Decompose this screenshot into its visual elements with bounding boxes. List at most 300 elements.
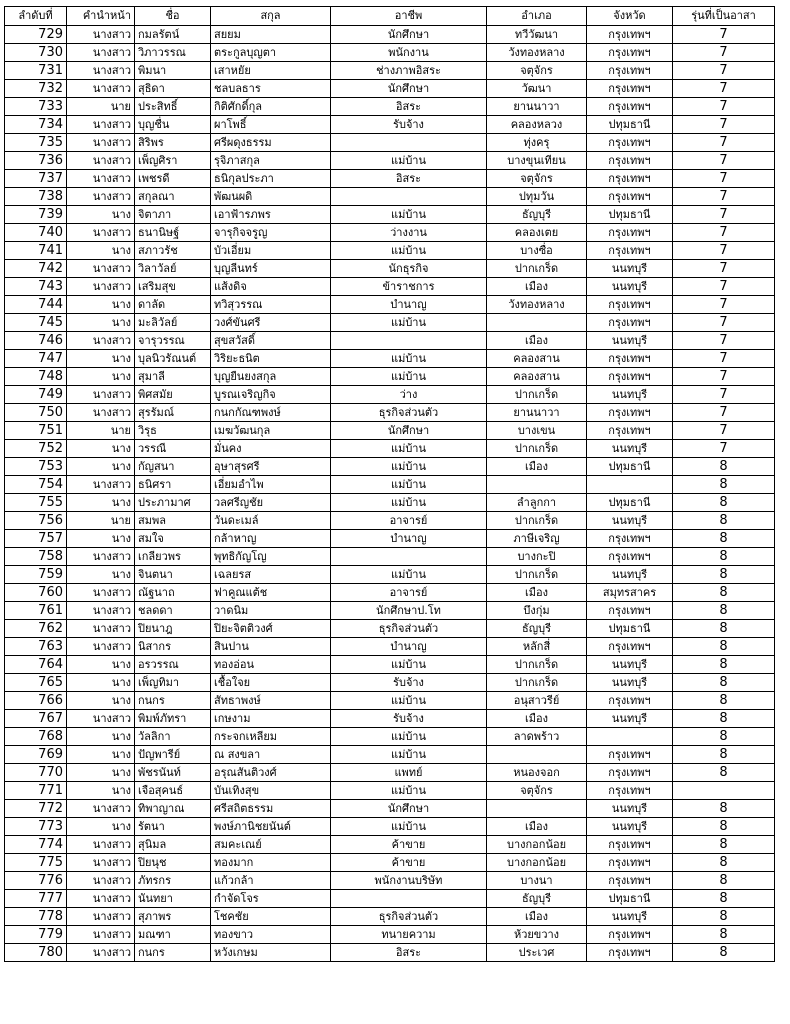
row-province: กรุงเทพฯ bbox=[587, 872, 673, 890]
row-occupation: นักศึกษา bbox=[331, 422, 487, 440]
row-number: 769 bbox=[5, 746, 67, 764]
table-row bbox=[5, 530, 775, 548]
row-prefix: นางสาว bbox=[67, 224, 135, 242]
row-number: 758 bbox=[5, 548, 67, 566]
row-district: เมือง bbox=[487, 908, 587, 926]
row-province: กรุงเทพฯ bbox=[587, 782, 673, 800]
row-last-name: ณ สงขลา bbox=[211, 746, 331, 764]
row-district: คลองเตย bbox=[487, 224, 587, 242]
row-number: 734 bbox=[5, 116, 67, 134]
row-district: ลาดพร้าว bbox=[487, 728, 587, 746]
row-province: กรุงเทพฯ bbox=[587, 638, 673, 656]
volunteer-table bbox=[4, 6, 775, 962]
row-province: นนทบุรี bbox=[587, 386, 673, 404]
row-last-name: สินปาน bbox=[211, 638, 331, 656]
table-row bbox=[5, 404, 775, 422]
row-number: 745 bbox=[5, 314, 67, 332]
row-province bbox=[587, 476, 673, 494]
table-row bbox=[5, 242, 775, 260]
row-occupation: ค้าขาย bbox=[331, 836, 487, 854]
row-last-name: ทองมาก bbox=[211, 854, 331, 872]
row-number: 744 bbox=[5, 296, 67, 314]
row-prefix: นางสาว bbox=[67, 638, 135, 656]
row-number: 739 bbox=[5, 206, 67, 224]
row-district: คลองสาน bbox=[487, 350, 587, 368]
row-number: 746 bbox=[5, 332, 67, 350]
row-number: 767 bbox=[5, 710, 67, 728]
row-district: ธัญบุรี bbox=[487, 890, 587, 908]
row-number: 773 bbox=[5, 818, 67, 836]
row-generation: 8 bbox=[673, 908, 775, 926]
row-district: ยานนาวา bbox=[487, 404, 587, 422]
row-prefix: นางสาว bbox=[67, 80, 135, 98]
row-generation: 8 bbox=[673, 458, 775, 476]
row-number: 735 bbox=[5, 134, 67, 152]
table-row bbox=[5, 764, 775, 782]
row-occupation: แม่บ้าน bbox=[331, 152, 487, 170]
table-row bbox=[5, 386, 775, 404]
row-first-name: มะลิวัลย์ bbox=[135, 314, 211, 332]
row-province: นนทบุรี bbox=[587, 512, 673, 530]
row-last-name: วงศ์ขันศรี bbox=[211, 314, 331, 332]
row-number: 777 bbox=[5, 890, 67, 908]
row-province: ปทุมธานี bbox=[587, 116, 673, 134]
row-generation: 8 bbox=[673, 656, 775, 674]
row-province: กรุงเทพฯ bbox=[587, 368, 673, 386]
row-district: ปากเกร็ด bbox=[487, 440, 587, 458]
row-province: กรุงเทพฯ bbox=[587, 26, 673, 44]
table-row bbox=[5, 908, 775, 926]
row-prefix: นางสาว bbox=[67, 836, 135, 854]
row-prefix: นาย bbox=[67, 512, 135, 530]
table-row bbox=[5, 188, 775, 206]
header-order: ลำดับที่ bbox=[5, 7, 67, 26]
row-generation: 7 bbox=[673, 260, 775, 278]
row-first-name: พิมพ์ภัทรา bbox=[135, 710, 211, 728]
row-last-name: บัวเอี่ยม bbox=[211, 242, 331, 260]
row-prefix: นางสาว bbox=[67, 476, 135, 494]
row-province: นนทบุรี bbox=[587, 260, 673, 278]
row-occupation: นักศึกษา bbox=[331, 26, 487, 44]
table-row bbox=[5, 692, 775, 710]
table-row bbox=[5, 458, 775, 476]
row-last-name: สัทธาพงษ์ bbox=[211, 692, 331, 710]
row-first-name: พิศสมัย bbox=[135, 386, 211, 404]
row-number: 732 bbox=[5, 80, 67, 98]
row-occupation: ธุรกิจส่วนตัว bbox=[331, 404, 487, 422]
row-province: กรุงเทพฯ bbox=[587, 314, 673, 332]
row-province: นนทบุรี bbox=[587, 800, 673, 818]
row-first-name: สภาวรัช bbox=[135, 242, 211, 260]
row-province: กรุงเทพฯ bbox=[587, 242, 673, 260]
table-row bbox=[5, 710, 775, 728]
row-prefix: นาง bbox=[67, 530, 135, 548]
row-first-name: บุลนิวรัณนต์ bbox=[135, 350, 211, 368]
row-occupation: บำนาญ bbox=[331, 296, 487, 314]
row-province: กรุงเทพฯ bbox=[587, 224, 673, 242]
header-last-name: สกุล bbox=[211, 7, 331, 26]
row-province: กรุงเทพฯ bbox=[587, 944, 673, 962]
row-prefix: นางสาว bbox=[67, 152, 135, 170]
row-last-name: พุทธิกัญโญ bbox=[211, 548, 331, 566]
table-row bbox=[5, 656, 775, 674]
table-row bbox=[5, 566, 775, 584]
row-first-name: สมพล bbox=[135, 512, 211, 530]
row-last-name: แก้วกล้า bbox=[211, 872, 331, 890]
row-number: 759 bbox=[5, 566, 67, 584]
row-last-name: ธนิกุลประภา bbox=[211, 170, 331, 188]
row-occupation: บำนาญ bbox=[331, 638, 487, 656]
row-number: 738 bbox=[5, 188, 67, 206]
row-province: นนทบุรี bbox=[587, 818, 673, 836]
row-occupation bbox=[331, 890, 487, 908]
table-row bbox=[5, 548, 775, 566]
row-district: เมือง bbox=[487, 818, 587, 836]
row-first-name: จินตนา bbox=[135, 566, 211, 584]
row-province: กรุงเทพฯ bbox=[587, 134, 673, 152]
row-prefix: นางสาว bbox=[67, 872, 135, 890]
row-occupation: แม่บ้าน bbox=[331, 314, 487, 332]
row-last-name: กิติศักดิ์กุล bbox=[211, 98, 331, 116]
row-district: เมือง bbox=[487, 278, 587, 296]
row-number: 768 bbox=[5, 728, 67, 746]
row-prefix: นาง bbox=[67, 206, 135, 224]
row-first-name: เจือสุคนธ์ bbox=[135, 782, 211, 800]
row-generation: 7 bbox=[673, 314, 775, 332]
row-last-name: อรุณสันติวงศ์ bbox=[211, 764, 331, 782]
row-district: จตุจักร bbox=[487, 782, 587, 800]
row-first-name: สกุลณา bbox=[135, 188, 211, 206]
row-prefix: นาง bbox=[67, 296, 135, 314]
row-generation: 8 bbox=[673, 746, 775, 764]
row-occupation: แพทย์ bbox=[331, 764, 487, 782]
row-occupation: อิสระ bbox=[331, 170, 487, 188]
row-generation: 7 bbox=[673, 368, 775, 386]
row-first-name: เกลียวพร bbox=[135, 548, 211, 566]
row-number: 770 bbox=[5, 764, 67, 782]
table-row bbox=[5, 800, 775, 818]
row-district bbox=[487, 746, 587, 764]
row-occupation: แม่บ้าน bbox=[331, 368, 487, 386]
row-first-name: วัลลิกา bbox=[135, 728, 211, 746]
row-prefix: นางสาว bbox=[67, 584, 135, 602]
row-number: 775 bbox=[5, 854, 67, 872]
row-generation: 7 bbox=[673, 296, 775, 314]
row-generation: 7 bbox=[673, 62, 775, 80]
row-number: 762 bbox=[5, 620, 67, 638]
table-row bbox=[5, 134, 775, 152]
row-first-name: พัชรนันท์ bbox=[135, 764, 211, 782]
table-row bbox=[5, 350, 775, 368]
table-row bbox=[5, 26, 775, 44]
row-last-name: ชลบลธาร bbox=[211, 80, 331, 98]
row-district: จตุจักร bbox=[487, 170, 587, 188]
row-prefix: นางสาว bbox=[67, 44, 135, 62]
row-number: 772 bbox=[5, 800, 67, 818]
row-occupation bbox=[331, 188, 487, 206]
row-province: กรุงเทพฯ bbox=[587, 62, 673, 80]
row-generation: 7 bbox=[673, 404, 775, 422]
row-district: ปากเกร็ด bbox=[487, 260, 587, 278]
row-first-name: กัญสนา bbox=[135, 458, 211, 476]
row-last-name: บุญลีนทร์ bbox=[211, 260, 331, 278]
row-first-name: นันทยา bbox=[135, 890, 211, 908]
row-generation: 7 bbox=[673, 242, 775, 260]
row-occupation: รับจ้าง bbox=[331, 674, 487, 692]
header-row bbox=[5, 7, 775, 26]
row-first-name: ธนิศรา bbox=[135, 476, 211, 494]
table-row bbox=[5, 440, 775, 458]
row-last-name: บุญยืนยงสกุล bbox=[211, 368, 331, 386]
row-number: 741 bbox=[5, 242, 67, 260]
row-district: ประเวศ bbox=[487, 944, 587, 962]
row-district: บางขุนเทียน bbox=[487, 152, 587, 170]
row-first-name: เพ็ญทิมา bbox=[135, 674, 211, 692]
row-first-name: วิลาวัลย์ bbox=[135, 260, 211, 278]
row-prefix: นางสาว bbox=[67, 62, 135, 80]
row-province: กรุงเทพฯ bbox=[587, 350, 673, 368]
table-row bbox=[5, 80, 775, 98]
table-row bbox=[5, 854, 775, 872]
table-row bbox=[5, 674, 775, 692]
row-prefix: นางสาว bbox=[67, 944, 135, 962]
row-first-name: วิภาวรรณ bbox=[135, 44, 211, 62]
row-occupation: นักศึกษาป.โท bbox=[331, 602, 487, 620]
row-last-name: สมคะเณย์ bbox=[211, 836, 331, 854]
row-number: 750 bbox=[5, 404, 67, 422]
row-occupation: อาจารย์ bbox=[331, 512, 487, 530]
table-row bbox=[5, 206, 775, 224]
row-first-name: สุภาพร bbox=[135, 908, 211, 926]
row-last-name: ศรีสถิตธรรม bbox=[211, 800, 331, 818]
table-row bbox=[5, 728, 775, 746]
row-district: ยานนาวา bbox=[487, 98, 587, 116]
row-district: หนองจอก bbox=[487, 764, 587, 782]
row-first-name: รัตนา bbox=[135, 818, 211, 836]
row-last-name: วันดะเมล์ bbox=[211, 512, 331, 530]
row-number: 742 bbox=[5, 260, 67, 278]
row-occupation: อิสระ bbox=[331, 944, 487, 962]
row-prefix: นาง bbox=[67, 242, 135, 260]
row-number: 754 bbox=[5, 476, 67, 494]
row-generation: 8 bbox=[673, 854, 775, 872]
row-district: วัฒนา bbox=[487, 80, 587, 98]
row-last-name: เอี่ยมอำไพ bbox=[211, 476, 331, 494]
row-first-name: เพ็ญศิรา bbox=[135, 152, 211, 170]
row-number: 765 bbox=[5, 674, 67, 692]
row-prefix: นางสาว bbox=[67, 260, 135, 278]
row-first-name: วิรุธ bbox=[135, 422, 211, 440]
row-prefix: นางสาว bbox=[67, 854, 135, 872]
row-prefix: นาง bbox=[67, 656, 135, 674]
row-generation: 8 bbox=[673, 890, 775, 908]
row-occupation: ค้าขาย bbox=[331, 854, 487, 872]
row-occupation: ช่างภาพอิสระ bbox=[331, 62, 487, 80]
row-district: บึงกุ่ม bbox=[487, 602, 587, 620]
row-occupation: แม่บ้าน bbox=[331, 476, 487, 494]
row-occupation: อิสระ bbox=[331, 98, 487, 116]
header-prefix: คำนำหน้า bbox=[67, 7, 135, 26]
row-number: 756 bbox=[5, 512, 67, 530]
row-province: นนทบุรี bbox=[587, 440, 673, 458]
row-first-name: กนกร bbox=[135, 944, 211, 962]
row-occupation bbox=[331, 332, 487, 350]
row-first-name: ประภามาศ bbox=[135, 494, 211, 512]
table-row bbox=[5, 584, 775, 602]
row-occupation: แม่บ้าน bbox=[331, 656, 487, 674]
table-row bbox=[5, 296, 775, 314]
row-first-name: เพชรดี bbox=[135, 170, 211, 188]
row-district: ห้วยขวาง bbox=[487, 926, 587, 944]
row-number: 729 bbox=[5, 26, 67, 44]
table-row bbox=[5, 890, 775, 908]
row-number: 748 bbox=[5, 368, 67, 386]
row-last-name: หวังเกษม bbox=[211, 944, 331, 962]
row-number: 776 bbox=[5, 872, 67, 890]
row-number: 755 bbox=[5, 494, 67, 512]
table-row bbox=[5, 152, 775, 170]
row-last-name: ทวิสุวรรณ bbox=[211, 296, 331, 314]
row-generation: 7 bbox=[673, 188, 775, 206]
row-first-name: ปิยนุช bbox=[135, 854, 211, 872]
row-first-name: สิริพร bbox=[135, 134, 211, 152]
row-occupation: แม่บ้าน bbox=[331, 494, 487, 512]
row-prefix: นางสาว bbox=[67, 548, 135, 566]
row-number: 751 bbox=[5, 422, 67, 440]
row-generation: 7 bbox=[673, 80, 775, 98]
header-occupation: อาชีพ bbox=[331, 7, 487, 26]
row-district: เมือง bbox=[487, 710, 587, 728]
table-row bbox=[5, 926, 775, 944]
table-row bbox=[5, 116, 775, 134]
row-last-name: สยยม bbox=[211, 26, 331, 44]
row-number: 752 bbox=[5, 440, 67, 458]
row-district: คลองสาน bbox=[487, 368, 587, 386]
row-province: นนทบุรี bbox=[587, 332, 673, 350]
row-last-name: เกษงาม bbox=[211, 710, 331, 728]
row-first-name: พิมนา bbox=[135, 62, 211, 80]
table-row bbox=[5, 98, 775, 116]
row-district bbox=[487, 314, 587, 332]
row-prefix: นางสาว bbox=[67, 116, 135, 134]
row-last-name: มั่นคง bbox=[211, 440, 331, 458]
row-province: กรุงเทพฯ bbox=[587, 80, 673, 98]
row-occupation: แม่บ้าน bbox=[331, 566, 487, 584]
row-generation: 7 bbox=[673, 386, 775, 404]
row-prefix: นาย bbox=[67, 98, 135, 116]
row-prefix: นางสาว bbox=[67, 188, 135, 206]
row-province: นนทบุรี bbox=[587, 278, 673, 296]
row-district: ปากเกร็ด bbox=[487, 674, 587, 692]
row-number: 771 bbox=[5, 782, 67, 800]
row-generation: 8 bbox=[673, 638, 775, 656]
row-prefix: นาง bbox=[67, 458, 135, 476]
row-prefix: นางสาว bbox=[67, 332, 135, 350]
row-occupation: แม่บ้าน bbox=[331, 350, 487, 368]
row-district: ปากเกร็ด bbox=[487, 656, 587, 674]
row-prefix: นางสาว bbox=[67, 710, 135, 728]
header-province: จังหวัด bbox=[587, 7, 673, 26]
table-row bbox=[5, 260, 775, 278]
row-first-name: ประสิทธิ์ bbox=[135, 98, 211, 116]
row-district: บางนา bbox=[487, 872, 587, 890]
row-number: 740 bbox=[5, 224, 67, 242]
row-generation: 7 bbox=[673, 332, 775, 350]
row-district: บางกะปิ bbox=[487, 548, 587, 566]
row-occupation: ธุรกิจส่วนตัว bbox=[331, 908, 487, 926]
row-prefix: นาย bbox=[67, 422, 135, 440]
row-generation: 8 bbox=[673, 836, 775, 854]
row-district: ปากเกร็ด bbox=[487, 386, 587, 404]
row-first-name: สุธิดา bbox=[135, 80, 211, 98]
row-first-name: จิตาภา bbox=[135, 206, 211, 224]
row-first-name: ดาลัด bbox=[135, 296, 211, 314]
table-row bbox=[5, 62, 775, 80]
table-row bbox=[5, 314, 775, 332]
row-province: ปทุมธานี bbox=[587, 620, 673, 638]
row-prefix: นางสาว bbox=[67, 620, 135, 638]
row-last-name: ฟาคูณแต้ช bbox=[211, 584, 331, 602]
row-district: วังทองหลาง bbox=[487, 296, 587, 314]
row-generation: 7 bbox=[673, 152, 775, 170]
row-occupation: แม่บ้าน bbox=[331, 206, 487, 224]
row-first-name: สุรรัมณ์ bbox=[135, 404, 211, 422]
table-row bbox=[5, 44, 775, 62]
row-generation: 8 bbox=[673, 944, 775, 962]
row-prefix: นาง bbox=[67, 764, 135, 782]
row-last-name: เสาหยัย bbox=[211, 62, 331, 80]
row-occupation: แม่บ้าน bbox=[331, 440, 487, 458]
row-first-name: ธนานิษฐ์ bbox=[135, 224, 211, 242]
row-generation: 8 bbox=[673, 566, 775, 584]
row-number: 761 bbox=[5, 602, 67, 620]
row-prefix: นางสาว bbox=[67, 908, 135, 926]
row-last-name: โชคชัย bbox=[211, 908, 331, 926]
table-row bbox=[5, 476, 775, 494]
row-generation: 7 bbox=[673, 422, 775, 440]
table-row bbox=[5, 422, 775, 440]
row-first-name: สมใจ bbox=[135, 530, 211, 548]
row-number: 760 bbox=[5, 584, 67, 602]
row-prefix: นางสาว bbox=[67, 404, 135, 422]
row-province: สมุทรสาคร bbox=[587, 584, 673, 602]
row-generation: 8 bbox=[673, 548, 775, 566]
row-occupation: แม่บ้าน bbox=[331, 782, 487, 800]
row-generation: 8 bbox=[673, 728, 775, 746]
row-number: 780 bbox=[5, 944, 67, 962]
row-generation: 8 bbox=[673, 476, 775, 494]
row-province: กรุงเทพฯ bbox=[587, 692, 673, 710]
header-district: อำเภอ bbox=[487, 7, 587, 26]
row-first-name: สุมาลี bbox=[135, 368, 211, 386]
row-province: กรุงเทพฯ bbox=[587, 170, 673, 188]
row-number: 757 bbox=[5, 530, 67, 548]
row-occupation: บำนาญ bbox=[331, 530, 487, 548]
row-occupation: อาจารย์ bbox=[331, 584, 487, 602]
row-last-name: ตระกูลบุญตา bbox=[211, 44, 331, 62]
row-last-name: เชื้อใจย bbox=[211, 674, 331, 692]
row-occupation: นักธุรกิจ bbox=[331, 260, 487, 278]
row-prefix: นางสาว bbox=[67, 386, 135, 404]
table-row bbox=[5, 170, 775, 188]
row-number: 778 bbox=[5, 908, 67, 926]
row-province: กรุงเทพฯ bbox=[587, 926, 673, 944]
row-number: 764 bbox=[5, 656, 67, 674]
row-last-name: รุจิภาสกุล bbox=[211, 152, 331, 170]
row-generation: 8 bbox=[673, 584, 775, 602]
row-prefix: นาง bbox=[67, 494, 135, 512]
row-prefix: นางสาว bbox=[67, 890, 135, 908]
